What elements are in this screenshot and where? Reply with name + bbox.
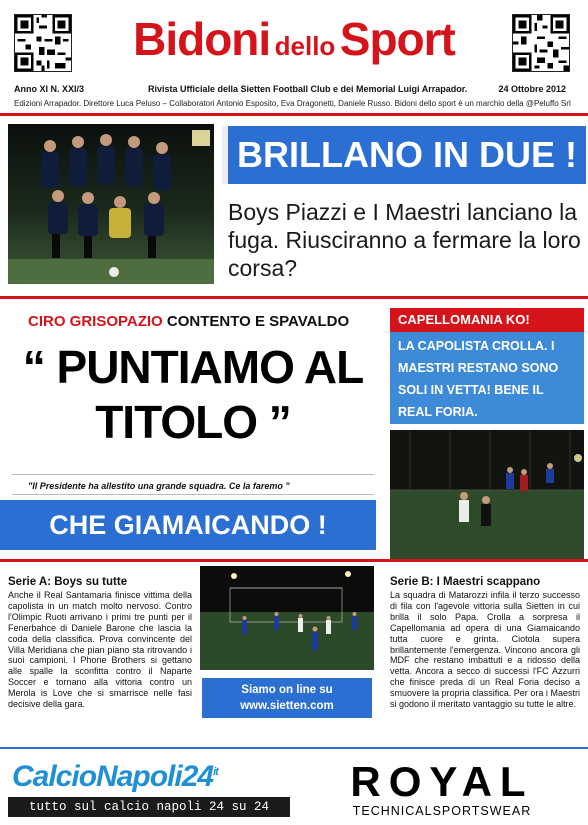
headline-line-2: TITOLO ” xyxy=(95,396,291,448)
headline-line-1: “ PUNTIAMO AL xyxy=(22,341,364,393)
top-story-banner: BRILLANO IN DUE ! xyxy=(222,126,586,184)
royal-tagline: TECHNICALSPORTSWEAR xyxy=(352,804,532,818)
masthead-word-1: Bidoni xyxy=(133,13,271,65)
pullquote-top-rule xyxy=(12,474,374,475)
serie-a-heading: Boys su tutte xyxy=(54,576,128,588)
serie-b-heading: I Maestri scappano xyxy=(436,576,541,588)
calcionapoli24-suffix: it xyxy=(213,766,218,778)
issue-date: 24 Ottobre 2012 xyxy=(498,84,566,94)
header-divider xyxy=(0,113,588,116)
match-photo-night xyxy=(390,430,584,560)
masthead-word-3: Sport xyxy=(339,13,455,65)
website-promo xyxy=(202,678,372,718)
royal-ad[interactable] xyxy=(304,760,580,818)
footer-divider xyxy=(0,747,588,749)
masthead-subtitle: Rivista Ufficiale della Sietten Football Club e dei Memorial Luigi Arrapador. xyxy=(148,84,468,94)
issue-number: Anno XI N. XXI/3 xyxy=(14,84,85,94)
website-promo-line-1: Siamo on line su xyxy=(241,684,333,696)
pullquote: "Il Presidente ha allestito una grande squadra. Ce la faremo " xyxy=(28,481,290,491)
section-divider xyxy=(0,296,588,299)
serie-a-article: Anche il Real Santamaria finisce vittima della capolista in un match molto nervoso. Contro l'Olimpic Ruoti arrivano i primi tre punti per il Fenerbahce di Daniele Barone che lascia la coda della classifica. Prova convincente del Villa Meridiana che pian piano sta ritrovando i suoi campioni. I Phone Brothers si gettano alle spalle la sconfitta contro il Naparte Soccer e tornano alla vittoria contro un Merola is Love che si smarrisce nelle fasi decisive della gara. xyxy=(8,590,192,710)
serie-a-label: Serie A: xyxy=(8,576,52,588)
kicker-name: CIRO GRISOPAZIO xyxy=(28,313,163,330)
qr-code-right xyxy=(512,14,570,72)
section-banner: CHE GIAMAICANDO ! xyxy=(0,500,376,550)
kicker-rest: CONTENTO E SPAVALDO xyxy=(166,313,350,330)
qr-code-left xyxy=(14,14,72,72)
team-photo xyxy=(8,124,214,284)
sidebar-summary: LA CAPOLISTA CROLLA. I MAESTRI RESTANO SONO SOLI IN VETTA! BENE IL REAL FORIA. xyxy=(390,332,584,424)
website-url[interactable]: www.sietten.com xyxy=(240,700,334,712)
serie-a-title xyxy=(8,576,127,588)
masthead-title xyxy=(76,12,512,66)
calcionapoli24-logo xyxy=(12,760,218,794)
pullquote-bottom-rule xyxy=(12,494,374,495)
serie-b-title xyxy=(390,576,540,588)
main-story-kicker xyxy=(28,313,349,330)
sidebar-title: CAPELLOMANIA KO! xyxy=(390,308,584,332)
masthead-word-2: dello xyxy=(274,31,336,61)
calcionapoli24-ad[interactable] xyxy=(8,760,290,818)
editorial-credits: Edizioni Arrapador. Direttore Luca Peluso – Collaboratori Antonio Esposito, Eva Dragonetti, Daniele Russo. Bidoni dello sport è un marchio della @Peluffo Srl xyxy=(14,99,571,108)
columns-divider xyxy=(0,559,588,562)
match-photo-field xyxy=(200,566,374,670)
top-story-lead: Boys Piazzi e I Maestri lanciano la fuga. Riusciranno a fermare la loro corsa? xyxy=(228,199,581,281)
main-headline xyxy=(16,340,370,450)
calcionapoli24-name: CalcioNapoli24 xyxy=(12,760,214,793)
royal-logo: ROYAL xyxy=(350,758,534,805)
serie-b-article: La squadra di Matarozzi infila il terzo successo di fila con l'agevole vittoria sulla Sietten in cui brilla il solo Papa. Crolla a sorpresa il Capellomania ad opera di una Giamaicando tutta cuore e grinta. Ciotola supera brillantemente l'emergenza. Vincono ancora gli MDF che restano imbattuti e a ridosso della vetta. Ancora a secco di successi l'FC Azzurri che finisce preda di un Real Foria deciso a smuovere la propria classifica. Per ora i Maestri si godono il meritato vantaggio su tutte le altre. xyxy=(390,590,580,710)
calcionapoli24-tagline: tutto sul calcio napoli 24 su 24 xyxy=(8,797,290,817)
serie-b-label: Serie B: xyxy=(390,576,434,588)
